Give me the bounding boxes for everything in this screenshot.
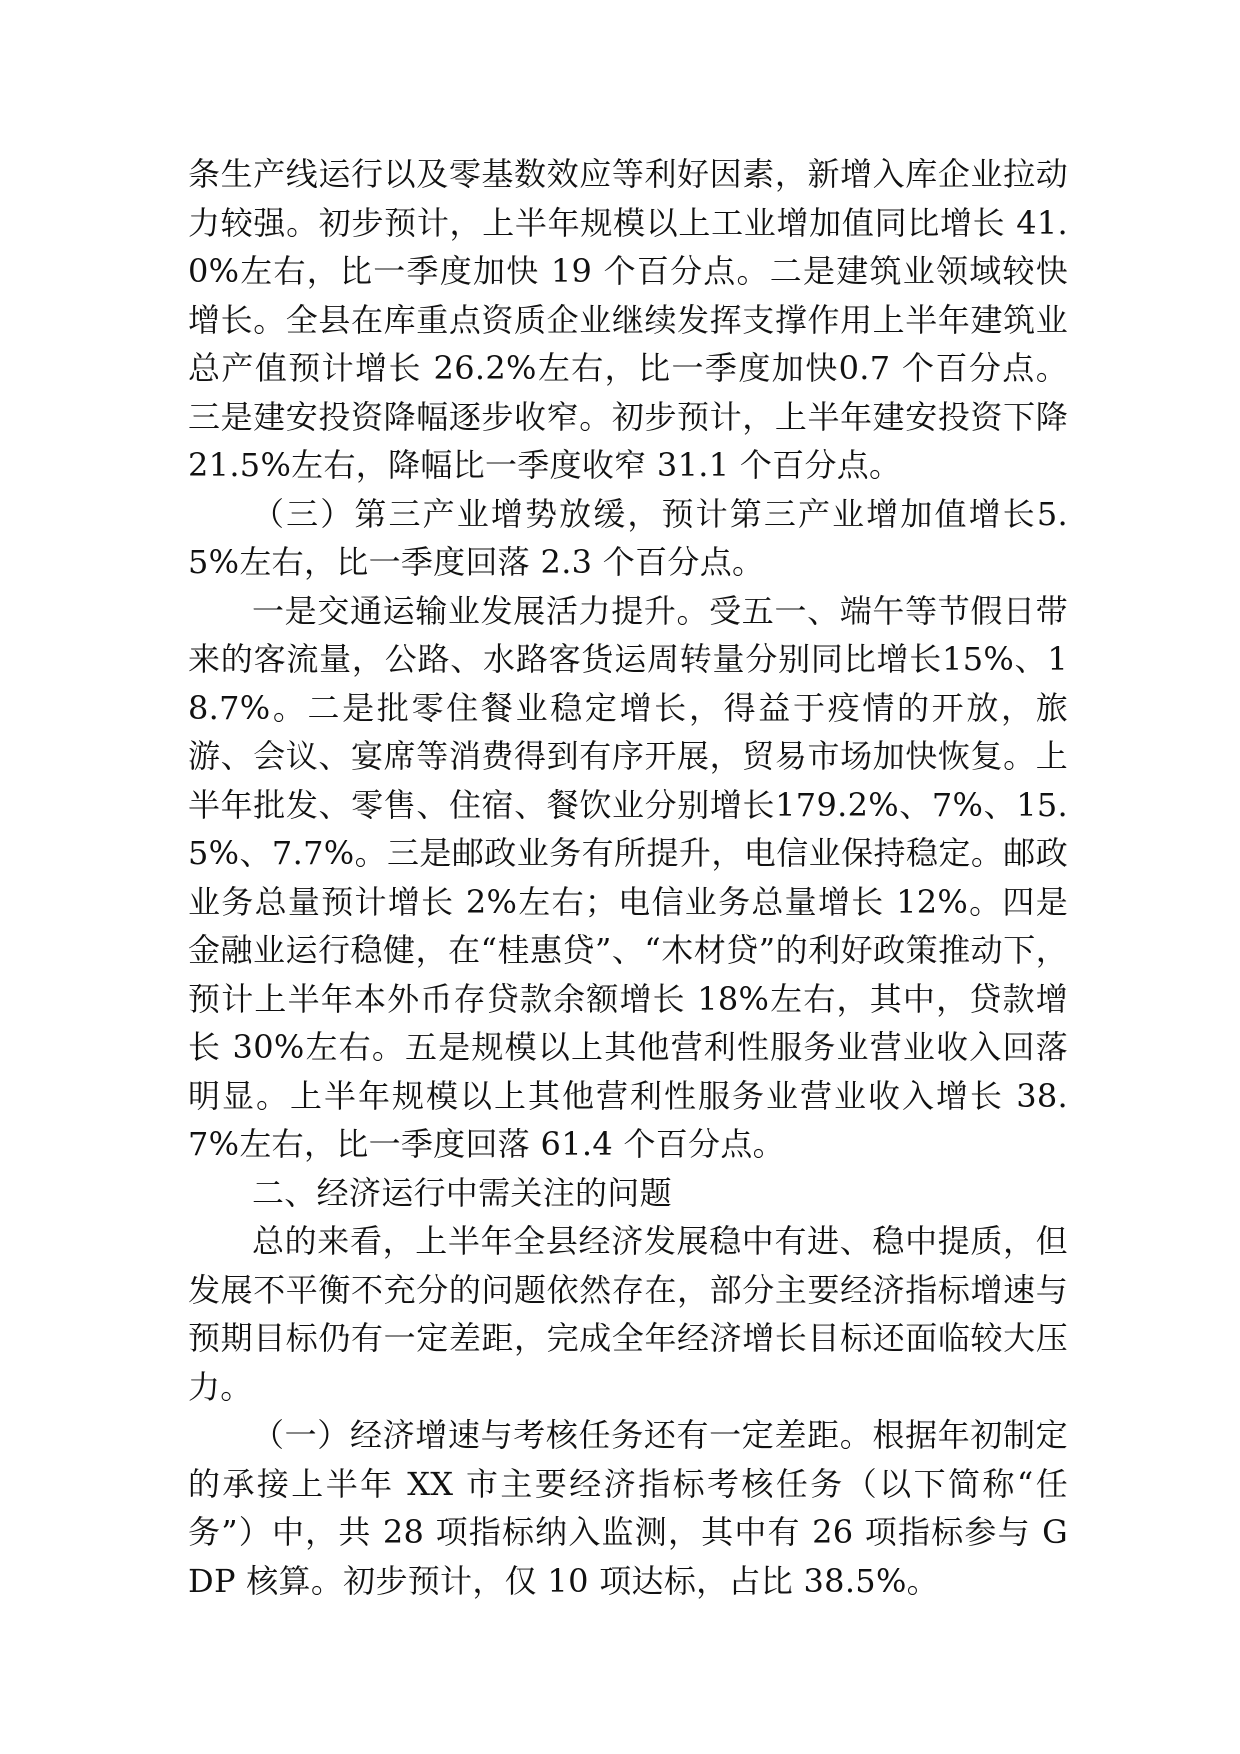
section-heading-issues: 二、经济运行中需关注的问题 [252, 1173, 672, 1212]
body-paragraph-tertiary-summary: （三）第三产业增势放缓，预计第三产业增加值增长5.5%左右，比一季度回落 2.3 个百分点。 [188, 494, 1068, 581]
body-paragraph-growth-gap: （一）经济增速与考核任务还有一定差距。根据年初制定的承接上半年 XX 市主要经济指标考核任务（以下简称“任务”）中，共 28 项指标纳入监测，其中有 26 项指标参与 GDP 核算。初步预计，仅 10 项达标，占比 38.5%。 [188, 1416, 1068, 1600]
body-paragraph-tertiary-details: 一是交通运输业发展活力提升。受五一、端午等节假日带来的客流量，公路、水路客货运周转量分别同比增长15%、18.7%。二是批零住餐业稳定增长，得益于疫情的开放，旅游、会议、宴席等消费得到有序开展，贸易市场加快恢复。上半年批发、零售、住宿、餐饮业分别增长179.2%、7%、15.5%、7.7%。三是邮政业务有所提升，电信业保持稳定。邮政业务总量预计增长 2%左右；电信业务总量增长 12%。四是金融业运行稳健，在“桂惠贷”、“木材贷”的利好政策推动下，预计上半年本外币存贷款余额增长 18%左右，其中，贷款增长 30%左右。五是规模以上其他营利性服务业营业收入回落明显。上半年规模以上其他营利性服务业营业收入增长 38.7%左右，比一季度回落 61.4 个百分点。 [188, 591, 1068, 1163]
body-paragraph-overview: 总的来看，上半年全县经济发展稳中有进、稳中提质，但发展不平衡不充分的问题依然存在，部分主要经济指标增速与预期目标仍有一定差距，完成全年经济增长目标还面临较大压力。 [188, 1222, 1068, 1406]
document-page [188, 150, 1068, 1605]
body-paragraph-industry: 条生产线运行以及零基数效应等利好因素，新增入库企业拉动力较强。初步预计，上半年规模以上工业增加值同比增长 41.0%左右，比一季度加快 19 个百分点。二是建筑业领域较快增长。全县在库重点资质企业继续发挥支撑作用上半年建筑业总产值预计增长 26.2%左右，比一季度加快0.7 个百分点。三是建安投资降幅逐步收窄。初步预计，上半年建安投资下降 21.5%左右，降幅比一季度收窄 31.1 个百分点。 [188, 155, 1068, 484]
